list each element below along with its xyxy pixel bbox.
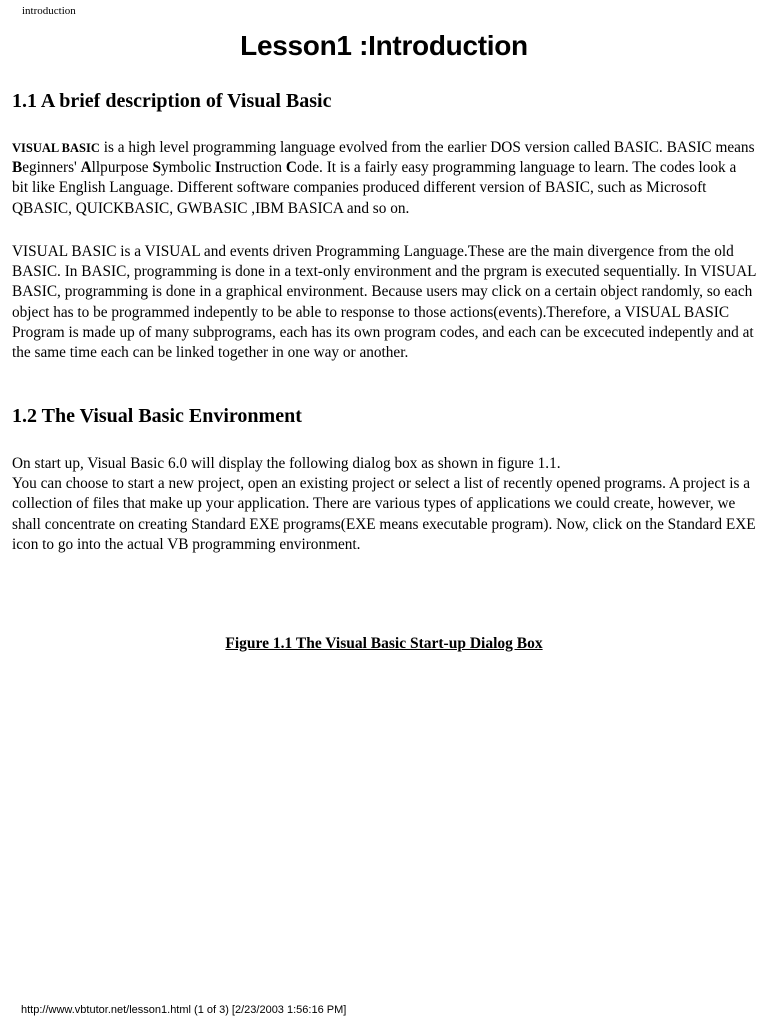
vb-label: VISUAL BASIC [12,141,100,155]
page-footer-url: http://www.vbtutor.net/lesson1.html (1 of 3) [2/23/2003 1:56:16 PM] [21,1004,347,1016]
figure-caption: Figure 1.1 The Visual Basic Start-up Dialog Box [225,635,543,652]
page-header-title: introduction [22,5,76,17]
paragraph-vb-events: VISUAL BASIC is a VISUAL and events driven Programming Language.These are the main divergence from the old BASIC. In BASIC, programming is done in a text-only environment and the prgram is executed sequentially. In VISUAL BASIC, programming is done in a graphical environment. Because users may click on a certain object randomly, so each object has to be programmed indepently to be able to response to those actions(events).Therefore, a VISUAL BASIC Program is made up of many subprograms, each has its own program codes, and each can be excecuted indepently and at the same time each can be linked together in one way or another. [12,243,756,362]
paragraph-vb-description: VISUAL BASIC is a high level programming language evolved from the earlier DOS version called BASIC. BASIC means Beginners' Allpurpose Symbolic Instruction Code. It is a fairly easy programming language to learn. The codes look a bit like English Language. Different software companies produced different version of BASIC, such as Microsoft QBASIC, QUICKBASIC, GWBASIC ,IBM BASICA and so on. [12,139,755,217]
paragraph-environment: On start up, Visual Basic 6.0 will display the following dialog box as shown in figure 1.1. You can choose to start a new project, open an existing project or select a list of recently opened programs. A project is a collection of files that make up your application. There are various types of applications we could create, however, we shall concentrate on creating Standard EXE programs(EXE means executable program). Now, click on the Standard EXE icon to go into the actual VB programming environment. [12,455,756,553]
section-heading-environment: 1.2 The Visual Basic Environment [12,405,302,427]
lesson-title: Lesson1 :Introduction [240,30,528,61]
section-heading-description: 1.1 A brief description of Visual Basic [12,90,332,112]
